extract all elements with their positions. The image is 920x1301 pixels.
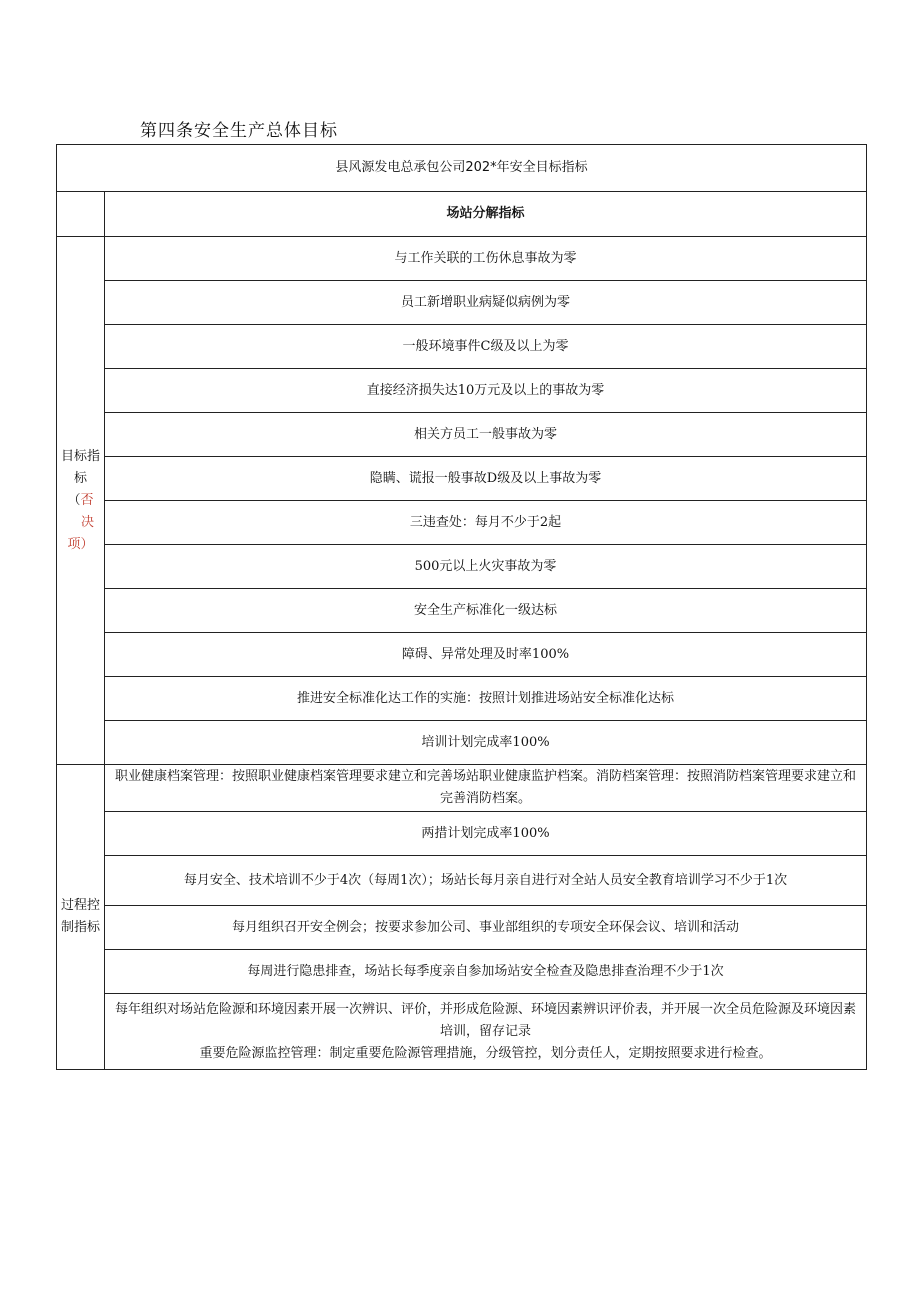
table-row: 直接经济损失达10万元及以上的事故为零 [105,369,867,413]
empty-header-cell [57,192,105,237]
last-item-line-2: 重要危险源监控管理：制定重要危险源管理措施，分级管控，划分责任人，定期按照要求进行检查。 [199,1045,772,1061]
table-row: 员工新增职业病疑似病例为零 [105,281,867,325]
section-heading: 第四条安全生产总体目标 [140,121,338,141]
table-row [105,994,867,1070]
table-row: 每月安全、技术培训不少于4次（每周1次）；场站长每月亲自进行对全站人员安全教育培训学习不少于1次 [105,856,867,906]
safety-target-table [56,144,867,1070]
table-row: 障碍、异常处理及时率100% [105,633,867,677]
process-category-label: 过程控 制指标 [57,765,105,1070]
table-row: 每月组织召开安全例会；按要求参加公司、事业部组织的专项安全环保会议、培训和活动 [105,906,867,950]
column-header: 场站分解指标 [105,192,867,237]
table-row: 三违查处：每月不少于2起 [105,501,867,545]
table-row: 推进安全标准化达工作的实施：按照计划推进场站安全标准化达标 [105,677,867,721]
table-row: 两措计划完成率100% [105,812,867,856]
table-row: 职业健康档案管理：按照职业健康档案管理要求建立和完善场站职业健康监护档案。消防档案管理：按照消防档案管理要求建立和完善消防档案。 [105,765,867,812]
last-item-line-1: 每年组织对场站危险源和环境因素开展一次辨识、评价，并形成危险源、环境因素辨识评价表，并开展一次全员危险源及环境因素培训，留存记录 [115,1001,857,1039]
table-row: 安全生产标准化一级达标 [105,589,867,633]
table-row: 一般环境事件C级及以上为零 [105,325,867,369]
table-row: 500元以上火灾事故为零 [105,545,867,589]
table-row: 每周进行隐患排查，场站长每季度亲自参加场站安全检查及隐患排查治理不少于1次 [105,950,867,994]
target-category-label: 目标指 标（否 决 项） [57,237,105,765]
table-title: 县风源发电总承包公司202*年安全目标指标 [57,145,867,192]
table-row: 隐瞒、谎报一般事故D级及以上事故为零 [105,457,867,501]
table-row: 相关方员工一般事故为零 [105,413,867,457]
table-row: 培训计划完成率100% [105,721,867,765]
table-row: 与工作关联的工伤休息事故为零 [105,237,867,281]
